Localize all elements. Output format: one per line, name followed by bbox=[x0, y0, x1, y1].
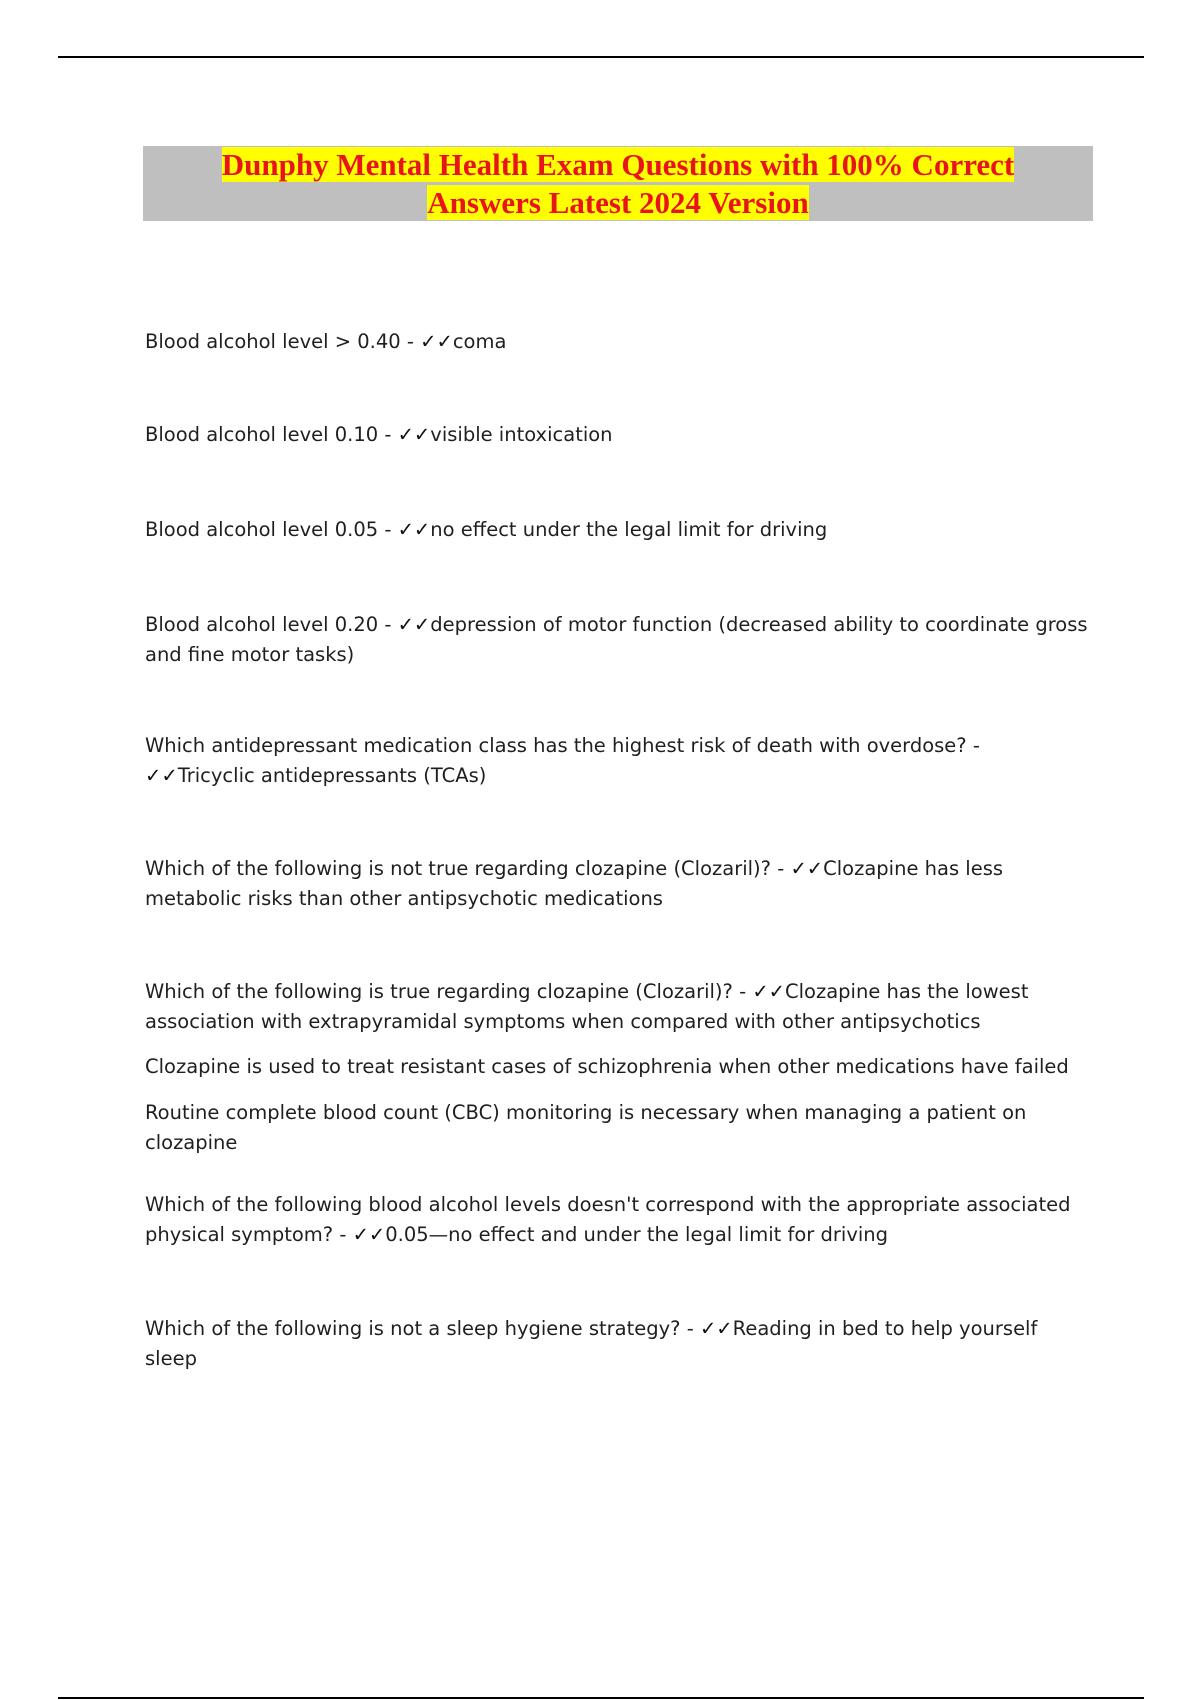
qa-item: Which of the following is true regarding clozapine (Clozaril)? - ✓✓Clozapine has the lowest association with extrapyramidal symptoms when compared with other antipsychotics bbox=[145, 980, 1029, 1033]
check-icon: ✓✓ bbox=[790, 857, 824, 880]
qa-item: Blood alcohol level 0.05 - ✓✓no effect under the legal limit for driving bbox=[145, 518, 828, 541]
check-icon: ✓✓ bbox=[397, 518, 431, 541]
qa-item: Which of the following is not true regarding clozapine (Clozaril)? - ✓✓Clozapine has less metabolic risks than other antipsychotic medications bbox=[145, 857, 1004, 910]
qa-item: Which antidepressant medication class has the highest risk of death with overdose? - ✓✓Tricyclic antidepressants (TCAs) bbox=[145, 734, 980, 787]
check-icon: ✓✓ bbox=[352, 1223, 386, 1246]
check-icon: ✓✓ bbox=[397, 423, 431, 446]
answer-continuation: Clozapine is used to treat resistant cases of schizophrenia when other medications have failed bbox=[145, 1055, 1069, 1078]
qa-item: Blood alcohol level 0.10 - ✓✓visible intoxication bbox=[145, 423, 613, 446]
check-icon: ✓✓ bbox=[397, 613, 431, 636]
check-icon: ✓✓ bbox=[420, 330, 453, 353]
bottom-rule bbox=[58, 1697, 1144, 1699]
check-icon: ✓✓ bbox=[699, 1317, 733, 1340]
check-icon: ✓✓ bbox=[752, 980, 786, 1003]
document-title: Dunphy Mental Health Exam Questions with 100% Correct Answers Latest 2024 Version bbox=[221, 146, 1015, 220]
qa-item: Which of the following blood alcohol levels doesn't correspond with the appropriate associated physical symptom? - ✓✓0.05—no effect and under the legal limit for driving bbox=[145, 1193, 1071, 1246]
top-rule bbox=[58, 56, 1144, 58]
title-banner bbox=[143, 146, 1093, 221]
check-icon: ✓✓ bbox=[145, 764, 178, 787]
qa-item: Blood alcohol level 0.20 - ✓✓depression of motor function (decreased ability to coordinate gross and fine motor tasks) bbox=[145, 613, 1088, 666]
qa-item: Which of the following is not a sleep hygiene strategy? - ✓✓Reading in bed to help yourself sleep bbox=[145, 1317, 1038, 1370]
answer-continuation: Routine complete blood count (CBC) monitoring is necessary when managing a patient on clozapine bbox=[145, 1101, 1027, 1154]
qa-item: Blood alcohol level > 0.40 - ✓✓coma bbox=[145, 330, 507, 353]
